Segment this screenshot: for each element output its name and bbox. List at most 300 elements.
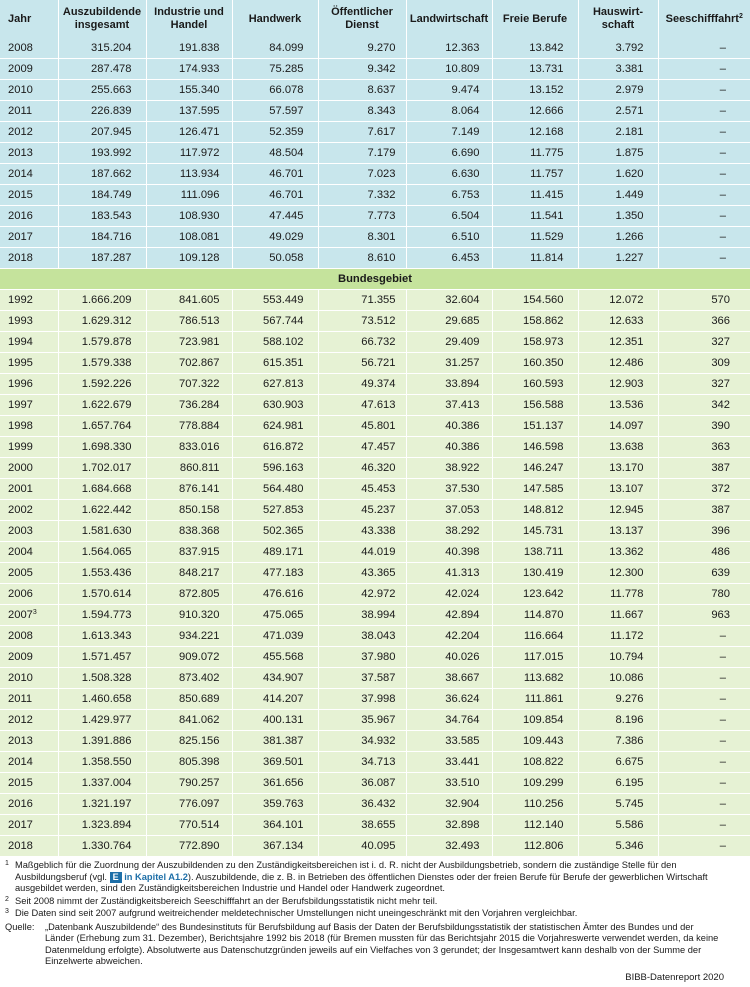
year-cell [0,122,58,143]
year-cell [0,689,58,710]
year-value: 1995 [8,357,33,369]
value-cell [406,689,492,710]
cell-value: 48.504 [269,147,304,159]
value-cell [232,668,318,689]
value-cell [232,773,318,794]
value-cell [578,353,658,374]
col-header-maritime [658,0,750,38]
value-cell [658,353,750,374]
cell-value: 13.152 [529,84,564,96]
value-cell [318,479,406,500]
value-cell [232,143,318,164]
value-cell [492,626,578,647]
value-cell [492,500,578,521]
year-value: 2010 [8,672,33,684]
year-cell [0,626,58,647]
cell-value: 38.292 [445,525,480,537]
year-cell [0,332,58,353]
value-cell [658,647,750,668]
cell-value: 736.284 [179,399,220,411]
cell-value: 187.287 [91,252,132,264]
value-cell [578,563,658,584]
value-cell [406,38,492,59]
value-cell [146,458,232,479]
table-row [0,395,750,416]
value-cell [232,563,318,584]
cell-value: 13.362 [609,546,644,558]
value-cell [658,164,750,185]
value-cell [492,605,578,626]
value-cell [146,416,232,437]
value-cell [658,290,750,311]
value-cell [406,248,492,269]
cell-value: 41.313 [445,567,480,579]
footnote-number: 3 [5,908,9,915]
cell-value: 910.320 [179,609,220,621]
cell-value: 364.101 [263,819,304,831]
value-cell [232,794,318,815]
cell-value: 66.078 [269,84,304,96]
cell-value: 154.560 [523,294,564,306]
value-cell [232,689,318,710]
cell-value: 833.016 [179,441,220,453]
value-cell [58,206,146,227]
chapter-link[interactable]: in Kapitel A1.2 [124,871,188,882]
cell-value: 6.504 [451,210,480,222]
cell-value: 6.510 [451,231,480,243]
value-cell [658,521,750,542]
value-cell [578,143,658,164]
value-cell [578,584,658,605]
cell-value: 71.355 [361,294,396,306]
cell-value: 1.622.442 [81,504,132,516]
year-value: 2013 [8,147,33,159]
cell-value: 434.907 [263,672,304,684]
value-cell [146,164,232,185]
value-cell [146,290,232,311]
year-cell [0,647,58,668]
cell-value: 1.666.209 [81,294,132,306]
year-value: 2001 [8,483,33,495]
value-cell [318,626,406,647]
value-cell [146,80,232,101]
header-row [0,0,750,38]
cell-value: 400.131 [263,714,304,726]
cell-value: 114.870 [523,609,564,621]
year-cell [0,311,58,332]
value-cell [58,626,146,647]
cell-value: 38.667 [445,672,480,684]
value-cell [578,605,658,626]
cell-value: 111.096 [180,189,220,201]
value-cell [58,122,146,143]
cell-value: 113.682 [523,672,564,684]
cell-value: 10.794 [609,651,644,663]
cell-value: 84.099 [269,42,304,54]
year-value: 2009 [8,63,33,75]
value-cell [406,815,492,836]
year-value: 2016 [8,798,33,810]
table-row [0,626,750,647]
value-cell [146,584,232,605]
value-cell [406,647,492,668]
year-value: 2000 [8,462,33,474]
cell-value: 1.358.550 [81,756,132,768]
cell-value: 5.346 [615,840,644,852]
west-section [0,38,750,269]
cell-value: 148.812 [523,504,564,516]
cell-value: 226.839 [91,105,132,117]
value-cell [578,248,658,269]
value-cell [658,122,750,143]
value-cell [58,542,146,563]
value-cell [318,668,406,689]
cell-value: 8.301 [367,231,396,243]
value-cell [658,206,750,227]
value-cell [406,731,492,752]
value-cell [58,227,146,248]
value-cell [232,185,318,206]
value-cell [658,815,750,836]
cell-value: 13.170 [609,462,644,474]
year-value: 2018 [8,252,33,264]
value-cell [318,542,406,563]
value-cell [492,689,578,710]
value-cell [492,227,578,248]
value-cell [58,458,146,479]
cell-value: 909.072 [179,651,220,663]
table-row [0,605,750,626]
value-cell [146,332,232,353]
value-cell [658,80,750,101]
footnote-number: 1 [5,860,9,867]
cell-value: 126.471 [179,126,220,138]
value-cell [578,773,658,794]
cell-value: 36.624 [445,693,480,705]
value-cell [232,752,318,773]
cell-value: 1.875 [615,147,644,159]
value-cell [578,101,658,122]
value-cell [406,605,492,626]
cell-value: 5.745 [615,798,644,810]
cell-value: 1.698.330 [81,441,132,453]
year-value: 2008 [8,630,33,642]
cell-value: 7.149 [451,126,480,138]
value-cell [58,59,146,80]
cell-value: 850.158 [179,504,220,516]
year-cell [0,521,58,542]
footnote-text: Maßgeblich für die Zuordnung der Auszubildenden zu den Zuständigkeitsbereichen ist i. d. R. nicht der Ausbildungsbetrieb, sondern die zuständige Stelle für den Ausbildungsberuf (vgl. [15,860,677,882]
cell-value: – [719,210,726,222]
footnotes [0,857,730,968]
value-cell [318,353,406,374]
cell-value: 38.994 [361,609,396,621]
table-row [0,80,750,101]
cell-value: 13.842 [529,42,564,54]
year-cell [0,395,58,416]
value-cell [658,38,750,59]
cell-value: 564.480 [263,483,304,495]
cell-value: 32.493 [445,840,480,852]
value-cell [492,38,578,59]
value-cell [578,38,658,59]
year-cell [0,248,58,269]
value-cell [146,248,232,269]
cell-value: 108.081 [179,231,220,243]
footnote-2 [5,896,725,908]
value-cell [232,311,318,332]
value-cell [58,353,146,374]
cell-value: 5.586 [615,819,644,831]
cell-value: 123.642 [523,588,564,600]
cell-value: 50.058 [269,252,304,264]
value-cell [578,206,658,227]
value-cell [232,626,318,647]
value-cell [578,731,658,752]
cell-value: 387 [711,504,730,516]
value-cell [146,38,232,59]
value-cell [658,500,750,521]
value-cell [406,479,492,500]
cell-value: 43.338 [361,525,396,537]
cell-value: 838.368 [179,525,220,537]
col-header-liberal-professions: Freie Berufe [492,0,578,38]
year-value: 2012 [8,714,33,726]
value-cell [658,437,750,458]
value-cell [492,773,578,794]
value-cell [318,773,406,794]
value-cell [658,227,750,248]
year-value: 1994 [8,336,33,348]
year-cell [0,38,58,59]
year-value: 2010 [8,84,33,96]
col-header-industry: Industrie und Handel [146,0,232,38]
cell-value: 34.764 [445,714,480,726]
value-cell [146,710,232,731]
value-cell [232,164,318,185]
value-cell [232,122,318,143]
value-cell [492,374,578,395]
cell-value: 44.019 [361,546,396,558]
cell-value: 1.321.197 [81,798,132,810]
cell-value: 1.581.630 [81,525,132,537]
cell-value: 109.128 [179,252,220,264]
cell-value: 455.568 [263,651,304,663]
cell-value: 6.453 [451,252,480,264]
cell-value: 42.972 [361,588,396,600]
table-row [0,521,750,542]
col-header-crafts: Handwerk [232,0,318,38]
year-cell [0,710,58,731]
value-cell [492,794,578,815]
value-cell [232,500,318,521]
cell-value: 327 [711,336,730,348]
cell-value: 32.604 [445,294,480,306]
cell-value: – [719,819,726,831]
value-cell [658,542,750,563]
cell-value: 191.838 [179,42,220,54]
year-cell [0,206,58,227]
cell-value: 361.656 [263,777,304,789]
value-cell [146,437,232,458]
value-cell [318,752,406,773]
cell-value: 723.981 [179,336,220,348]
col-header-public-service: Öffentlicher Dienst [318,0,406,38]
value-cell [58,80,146,101]
value-cell [318,143,406,164]
cell-value: 146.598 [523,441,564,453]
cell-value: 37.998 [361,693,396,705]
value-cell [58,836,146,857]
value-cell [232,710,318,731]
cell-value: 9.474 [451,84,480,96]
value-cell [658,374,750,395]
value-cell [318,836,406,857]
cell-value: 46.701 [269,168,304,180]
year-cell [0,479,58,500]
cell-value: 42.894 [445,609,480,621]
table-row [0,689,750,710]
cell-value: 33.441 [445,756,480,768]
cell-value: 780 [711,588,730,600]
value-cell [658,563,750,584]
value-cell [578,395,658,416]
value-cell [658,731,750,752]
value-cell [146,101,232,122]
year-cell [0,773,58,794]
value-cell [578,290,658,311]
cell-value: – [719,693,726,705]
cell-value: – [719,105,726,117]
value-cell [406,794,492,815]
cell-value: 184.749 [91,189,132,201]
cell-value: 841.062 [179,714,220,726]
footnote-1 [5,860,725,895]
cell-value: 45.453 [361,483,396,495]
cell-value: 32.898 [445,819,480,831]
cell-value: 1.594.773 [81,609,132,621]
cell-value: 805.398 [179,756,220,768]
value-cell [578,647,658,668]
cell-value: 1.684.668 [81,483,132,495]
glossary-box-icon[interactable]: E [110,872,122,883]
value-cell [406,80,492,101]
value-cell [58,437,146,458]
cell-value: 11.667 [610,609,644,621]
value-cell [232,206,318,227]
value-cell [492,836,578,857]
value-cell [578,374,658,395]
cell-value: 155.340 [179,84,220,96]
cell-value: 414.207 [263,693,304,705]
cell-value: 1.227 [615,252,644,264]
cell-value: 963 [711,609,730,621]
value-cell [492,437,578,458]
table-row [0,500,750,521]
cell-value: 109.854 [523,714,564,726]
cell-value: 1.579.878 [81,336,132,348]
value-cell [318,605,406,626]
cell-value: – [719,840,726,852]
cell-value: 1.323.894 [81,819,132,831]
table-row [0,122,750,143]
value-cell [318,584,406,605]
cell-value: 13.731 [529,63,564,75]
footnote-text: Seit 2008 nimmt der Zuständigkeitsbereich Seeschifffahrt an der Berufsbildungsstatistik nicht mehr teil. [15,895,438,906]
table-row [0,668,750,689]
col-header-maritime-label: Seeschifffahrt [665,12,739,25]
year-value: 1992 [8,294,33,306]
cell-value: 108.930 [179,210,220,222]
value-cell [146,353,232,374]
value-cell [58,794,146,815]
cell-value: 40.386 [445,420,480,432]
cell-value: – [719,252,726,264]
cell-value: 109.299 [523,777,564,789]
value-cell [58,416,146,437]
year-value: 2014 [8,168,33,180]
value-cell [406,584,492,605]
cell-value: 2.571 [615,105,644,117]
value-cell [658,332,750,353]
cell-value: 342 [711,399,730,411]
cell-value: 553.449 [263,294,304,306]
cell-value: 187.662 [91,168,132,180]
cell-value: 12.633 [609,315,644,327]
cell-value: 37.053 [445,504,480,516]
year-cell [0,794,58,815]
table-row [0,101,750,122]
year-cell [0,500,58,521]
section-label: Bundesgebiet [0,269,750,290]
value-cell [578,227,658,248]
value-cell [58,332,146,353]
value-cell [146,500,232,521]
value-cell [318,101,406,122]
value-cell [492,668,578,689]
value-cell [578,80,658,101]
value-cell [406,626,492,647]
value-cell [146,479,232,500]
table-row [0,836,750,857]
value-cell [232,836,318,857]
cell-value: 475.065 [263,609,304,621]
report-credit: BIBB-Datenreport 2020 [625,972,724,983]
cell-value: 1.702.017 [81,462,132,474]
value-cell [406,836,492,857]
value-cell [406,59,492,80]
value-cell [232,584,318,605]
cell-value: 29.409 [445,336,480,348]
value-cell [232,101,318,122]
cell-value: 43.365 [361,567,396,579]
value-cell [232,521,318,542]
cell-value: 38.043 [361,630,396,642]
cell-value: 40.386 [445,441,480,453]
cell-value: 1.592.226 [81,378,132,390]
value-cell [406,416,492,437]
col-header-housekeeping: Hauswirt- schaft [578,0,658,38]
value-cell [578,500,658,521]
footnote-number: 2 [5,895,9,903]
value-cell [318,59,406,80]
value-cell [146,626,232,647]
value-cell [232,731,318,752]
value-cell [58,38,146,59]
year-cell [0,458,58,479]
value-cell [658,143,750,164]
value-cell [146,794,232,815]
